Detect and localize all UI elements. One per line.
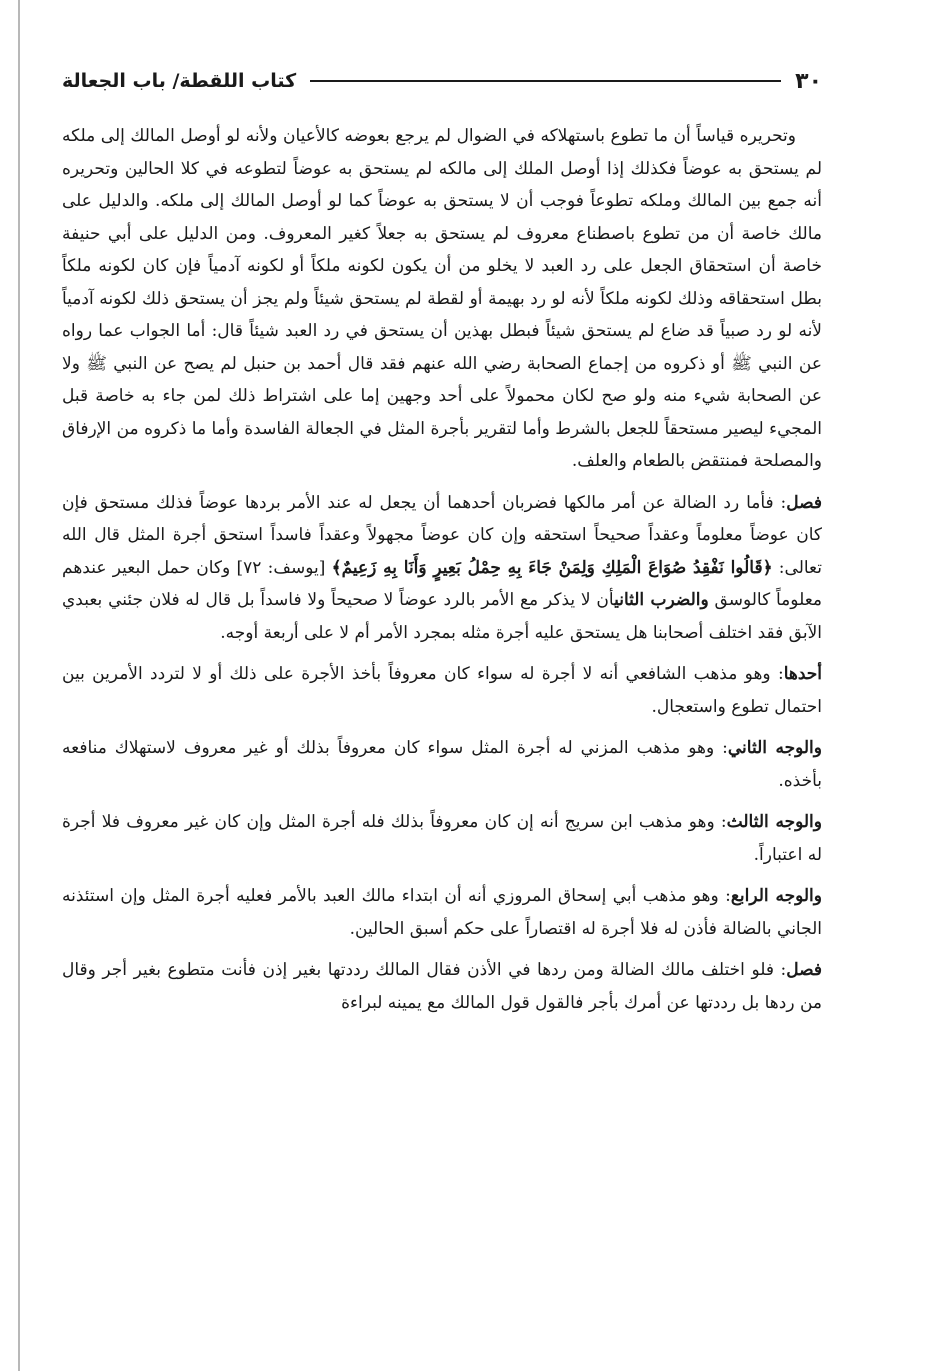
paragraph-fasl-1 <box>62 487 822 650</box>
header-rule <box>310 80 781 82</box>
chapter-title: كتاب اللقطة/ باب الجعالة <box>62 70 297 92</box>
paragraph-fourth-view <box>62 880 822 945</box>
paragraph-text: : وهو مذهب الشافعي أنه لا أجرة له سواء كان معروفاً بأخذ الأجرة على ذلك أو لا لتردد الأمرين بين احتمال تطوع واستعجال. <box>62 664 822 717</box>
page-number: ٣٠ <box>795 68 822 94</box>
second-type-lead: والضرب الثاني <box>614 590 709 610</box>
paragraph-text-continued: أن لا يذكر مع الأمر بالرد عوضاً لا صحيحاً ولا فاسداً بل قال له فلان جئني بعبدي الآبق فقد اختلف أصحابنا هل يستحق عليه أجرة مثله بمجرد الأمر أم لا على أربعة أوجه. <box>62 590 822 643</box>
section-lead: والوجه الرابع <box>730 886 822 906</box>
section-lead: والوجه الثالث <box>726 812 822 832</box>
scan-edge-line <box>18 0 20 1371</box>
section-lead: فصل <box>786 492 822 513</box>
paragraph-text: : وهو مذهب أبي إسحاق المروزي أنه أن ابتداء مالك العبد بالأمر فعليه أجرة المثل وإن استئذنه الجاني بالضالة فأذن له فلا أجرة له اقتصاراً على حكم أسبق الحالين. <box>62 886 822 939</box>
section-lead: أحدها <box>783 664 822 684</box>
paragraph-text: وتحريره قياساً أن ما تطوع باستهلاكه في الضوال لم يرجع بعوضه كالأعيان ولأنه لو أوصل المالك إلى ملكه لم يستحق به عوضاً فكذلك إذا أوصل الملك إلى مالكه لم يستحق به عوضاً لتطوعه في كلا الحالين وتحريره أنه جمع بين المالك وملكه تطوعاً فوجب أن لا يستحق به عوضاً كما لو أوصل المالك إلى ملكه. والدليل على مالك خاصة أن من تطوع باصطناع معروف لم يستحق به جعلاً كغير المعروف. ومن الدليل على أبي حنيفة خاصة أن استحقاق الجعل على رد العبد لا يخلو من أن يكون لكونه ملكاً أو لكونه آدمياً فإن كان لكونه ملكاً بطل استحقاقه وذلك لكونه ملكاً لأنه لو رد بهيمة أو لقطة لم يستحق شيئاً ولم يجز أن يستحق ذلك لكونه آدمياً لأنه لو رد صبياً قد ضاع لم يستحق شيئاً فبطل بهذين أن يستحق في رد العبد شيئاً قال: أما الجواب عما رواه عن النبي ﷺ أو ذكروه من إجماع الصحابة رضي الله عنهم فقد قال أحمد بن حنبل لم يصح عن النبي ﷺ ولا عن الصحابة شيء منه ولو صح لكان محمولاً على أحد وجهين إما على اشتراط ذلك لمن جاء به خاصة قبل المجيء ليصير مستحقاً للجعل بالشرط وأما لتقرير بأجرة المثل في الجعالة الفاسدة وأما ما ذكروه من الإرفاق والمصلحة فمنتقض بالطعام والعلف. <box>62 126 822 471</box>
page-body <box>62 120 822 1019</box>
paragraph-fasl-2 <box>62 954 822 1019</box>
quran-verse: ﴿قَالُوا نَفْقِدُ صُوَاعَ الْمَلِكِ وَلِمَنْ جَاءَ بِهِ حِمْلُ بَعِيرٍ وَأَنَا بِهِ زَعِيمٌ﴾ <box>331 557 773 578</box>
paragraph-third-view <box>62 806 822 871</box>
paragraph-text: : فلو اختلف مالك الضالة ومن ردها في الأذن فقال المالك رددتها بغير إذن فأنت متطوع بغير أجر وقال من ردها بل رددتها عن أمرك بأجر فالقول قول المالك مع يمينه لبراءة <box>62 960 822 1013</box>
running-header <box>62 58 822 104</box>
paragraph-opening <box>62 120 822 478</box>
paragraph-text: : وهو مذهب ابن سريج أنه إن كان معروفاً بذلك فله أجرة المثل وإن كان غير معروف فلا أجرة له اعتباراً. <box>62 812 822 865</box>
paragraph-text: : وهو مذهب المزني له أجرة المثل سواء كان معروفاً بذلك أو غير معروف لاستهلاك منافعه بأخذه. <box>62 738 822 791</box>
verse-reference: [يوسف: ٧٢] وكان حمل البعير عندهم معلوماً كالوسق <box>62 557 822 610</box>
paragraph-second-view <box>62 732 822 797</box>
section-lead: فصل <box>786 960 822 980</box>
section-lead: والوجه الثاني <box>727 738 822 758</box>
paragraph-first-view <box>62 658 822 723</box>
paragraph-text: : فأما رد الضالة عن أمر مالكها فضربان أحدهما أن يجعل له عند الأمر بردها عوضاً فذلك مستحق فإن كان عوضاً معلوماً وعقداً صحيحاً استحقه وإن كان عوضاً مجهولاً وعقداً فاسداً استحق أجرة المثل قال الله تعالى: <box>62 492 822 578</box>
book-page <box>62 58 822 1028</box>
